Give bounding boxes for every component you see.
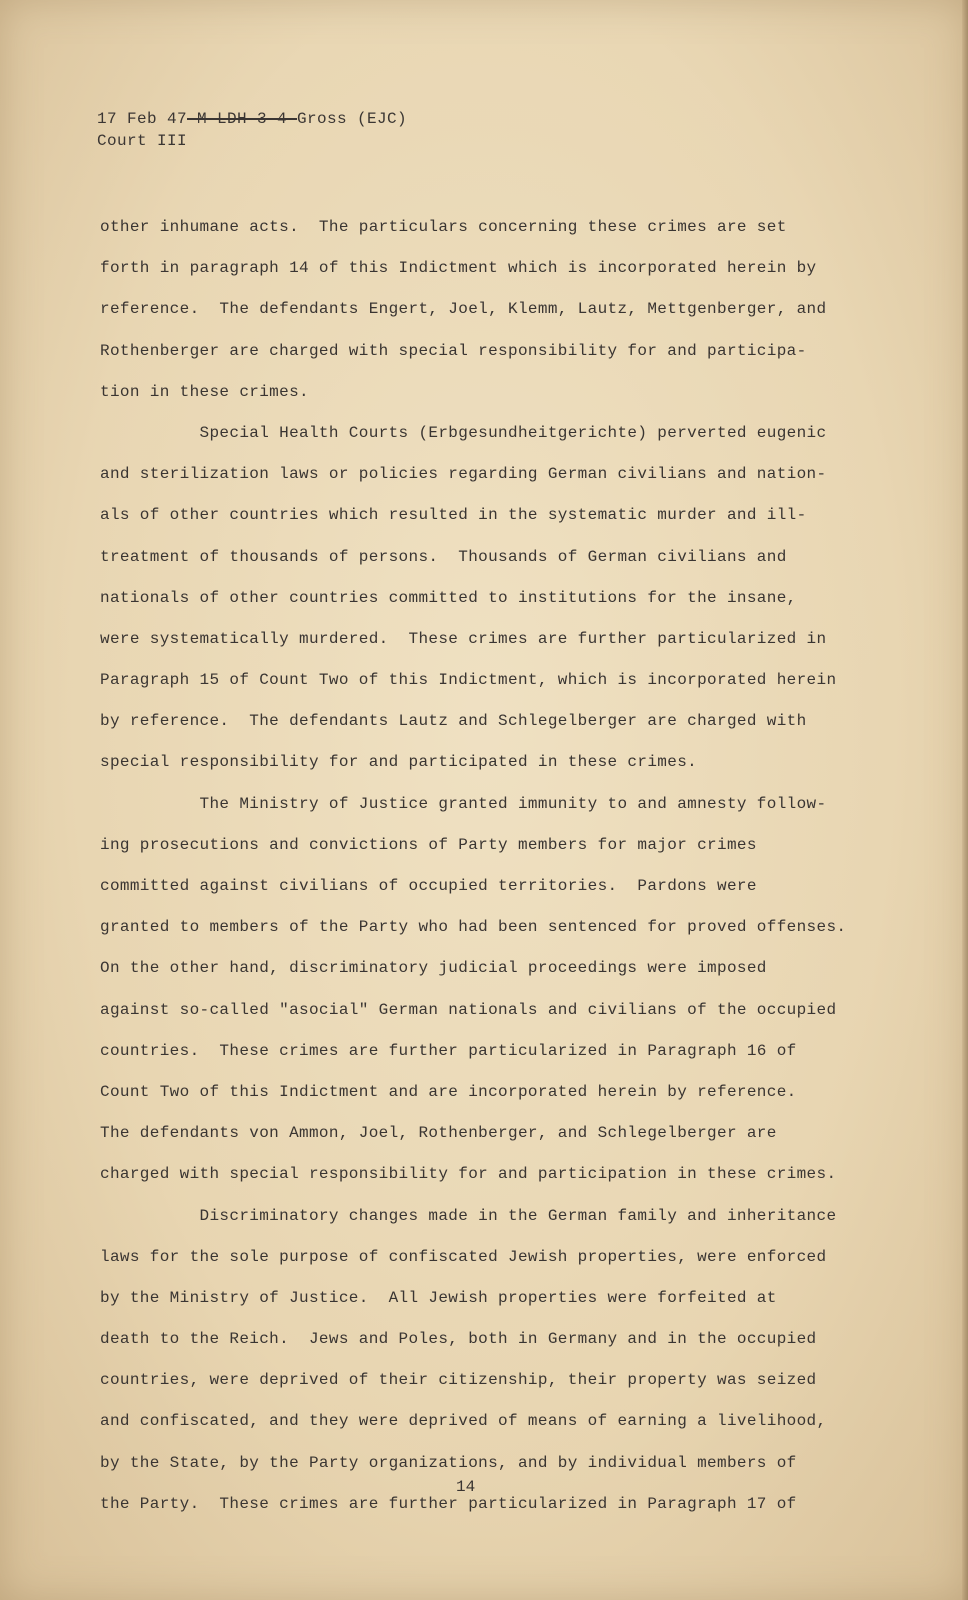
document-body (100, 207, 870, 1525)
body-line: granted to members of the Party who had been sentenced for proved offenses. (100, 918, 847, 937)
body-line: were systematically murdered. These crimes are further particularized in (100, 629, 827, 648)
body-line: laws for the sole purpose of confiscated Jewish properties, were enforced (100, 1247, 827, 1266)
body-line: countries, were deprived of their citizenship, their property was seized (100, 1371, 817, 1390)
body-line: The defendants von Ammon, Joel, Rothenberger, and Schlegelberger are (100, 1124, 777, 1143)
body-line: treatment of thousands of persons. Thousands of German civilians and (100, 547, 787, 566)
page-number: 14 (456, 1478, 476, 1496)
body-line: Paragraph 15 of Count Two of this Indictment, which is incorporated herein (100, 671, 837, 690)
body-line: charged with special responsibility for and participation in these crimes. (100, 1165, 837, 1184)
body-line: Count Two of this Indictment and are incorporated herein by reference. (100, 1082, 797, 1101)
body-line: special responsibility for and participated in these crimes. (100, 753, 698, 772)
body-line: Discriminatory changes made in the German family and inheritance (100, 1206, 837, 1225)
body-line: ing prosecutions and convictions of Party members for major crimes (100, 835, 757, 854)
body-line: and sterilization laws or policies regarding German civilians and nation- (100, 465, 827, 484)
header-court: Court III (97, 132, 188, 150)
body-line: against so-called "asocial" German nationals and civilians of the occupied (100, 1000, 837, 1019)
page-edge-shadow (962, 0, 968, 1600)
body-line: other inhumane acts. The particulars concerning these crimes are set (100, 218, 787, 236)
body-line: forth in paragraph 14 of this Indictment which is incorporated herein by (100, 259, 817, 278)
header-struck-text: -M-LDH-3-4- (187, 110, 298, 128)
document-header (97, 108, 407, 152)
body-line: death to the Reich. Jews and Poles, both in Germany and in the occupied (100, 1330, 817, 1349)
body-line: On the other hand, discriminatory judicial proceedings were imposed (100, 959, 767, 978)
body-line: countries. These crimes are further particularized in Paragraph 16 of (100, 1041, 797, 1060)
body-line: als of other countries which resulted in the systematic murder and ill- (100, 506, 807, 525)
body-line: by the State, by the Party organizations, and by individual members of (100, 1453, 797, 1472)
header-date: 17 Feb 47 (97, 110, 188, 128)
body-line: nationals of other countries committed to institutions for the insane, (100, 588, 797, 607)
body-line: Special Health Courts (Erbgesundheitgerichte) perverted eugenic (100, 423, 827, 442)
body-line: and confiscated, and they were deprived of means of earning a livelihood, (100, 1412, 827, 1431)
body-line: tion in these crimes. (100, 382, 309, 401)
body-line: the Party. These crimes are further particularized in Paragraph 17 of (100, 1494, 797, 1513)
body-line: reference. The defendants Engert, Joel, Klemm, Lautz, Mettgenberger, and (100, 300, 827, 319)
body-line: The Ministry of Justice granted immunity to and amnesty follow- (100, 794, 827, 813)
body-line: by reference. The defendants Lautz and Schlegelberger are charged with (100, 712, 807, 731)
header-line-1 (97, 108, 407, 130)
body-line: Rothenberger are charged with special responsibility for and participa- (100, 341, 807, 360)
body-line: by the Ministry of Justice. All Jewish properties were forfeited at (100, 1288, 777, 1307)
header-name: Gross (EJC) (297, 110, 408, 128)
body-line: committed against civilians of occupied territories. Pardons were (100, 877, 757, 895)
